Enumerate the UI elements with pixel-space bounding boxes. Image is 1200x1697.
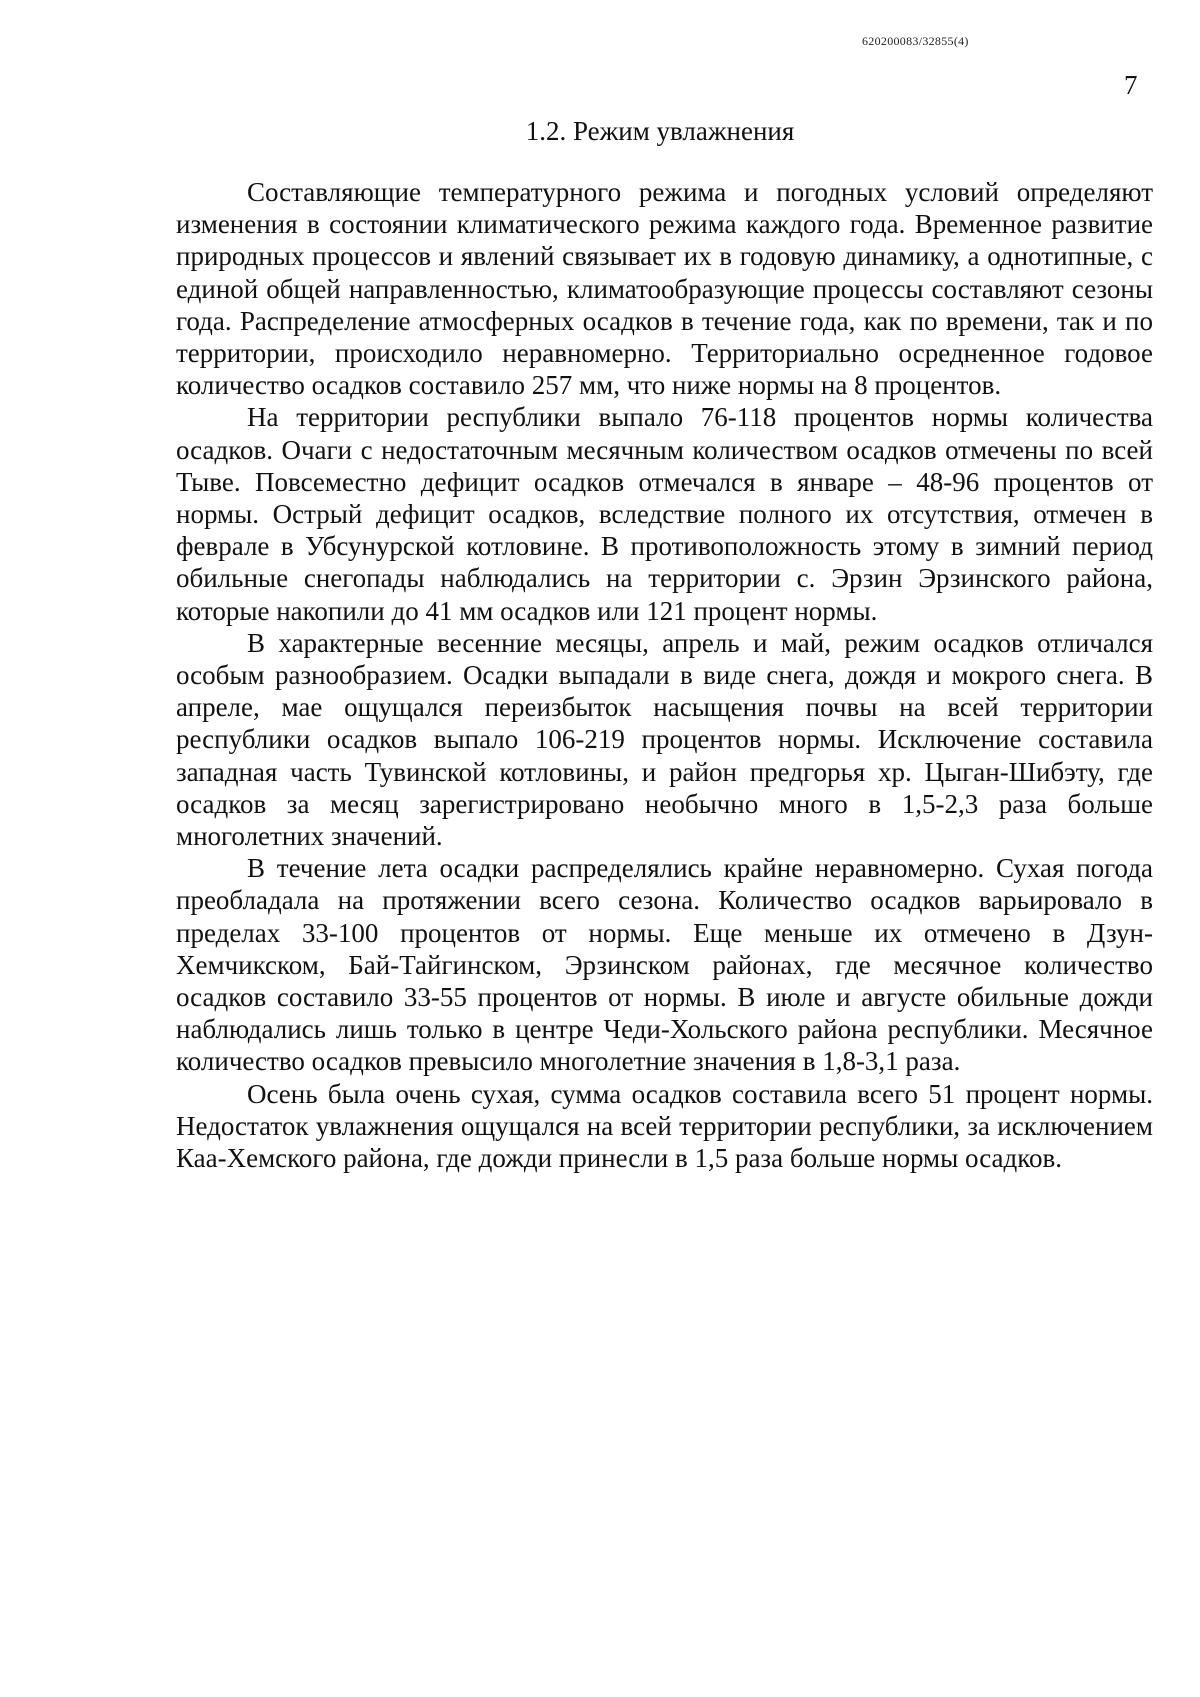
paragraph-winter-precipitation: На территории республики выпало 76-118 процентов нормы количества осадков. Очаги с недостаточным месячным количеством осадков отмечены по всей Тыве. Повсеместно дефицит осадков отмечался в январе – 48-96 процентов от нормы. Острый дефицит осадков, вследствие полного их отсутствия, отмечен в феврале в Убсунурской котловине. В противоположность этому в зимний период обильные снегопады наблюдались на территории с. Эрзин Эрзинского района, которые накопили до 41 мм осадков или 121 процент нормы.	[176, 402, 1153, 626]
paragraph-annual-precipitation: Составляющие температурного режима и погодных условий определяют изменения в состоянии климатического режима каждого года. Временное развитие природных процессов и явлений связывает их в годовую динамику, а однотипные, с единой общей направленностью, климатообразующие процессы составляют сезоны года. Распределение атмосферных осадков в течение года, как по времени, так и по территории, происходило неравномерно. Территориально осредненное годовое количество осадков составило 257 мм, что ниже нормы на 8 процентов.	[176, 177, 1153, 401]
document-code: 620200083/32855(4)	[862, 34, 969, 48]
section-heading: 1.2. Режим увлажнения	[525, 116, 795, 146]
paragraph-summer-precipitation: В течение лета осадки распределялись крайне неравномерно. Сухая погода преобладала на протяжении всего сезона. Количество осадков варьировало в пределах 33-100 процентов от нормы. Еще меньше их отмечено в Дзун-Хемчикском, Бай-Тайгинском, Эрзинском районах, где месячное количество осадков составило 33-55 процентов от нормы. В июле и августе обильные дожди наблюдались лишь только в центре Чеди-Хольского района республики. Месячное количество осадков превысило многолетние значения в 1,8-3,1 раза.	[176, 853, 1153, 1077]
paragraph-autumn-precipitation: Осень была очень сухая, сумма осадков составила всего 51 процент нормы. Недостаток увлажнения ощущался на всей территории республики, за исключением Каа-Хемского района, где дожди принесли в 1,5 раза больше нормы осадков.	[176, 1078, 1153, 1174]
body-text	[176, 176, 1153, 1174]
paragraph-spring-precipitation: В характерные весенние месяцы, апрель и май, режим осадков отличался особым разнообразием. Осадки выпадали в виде снега, дождя и мокрого снега. В апреле, мае ощущался переизбыток насыщения почвы на всей территории республики осадков выпало 106-219 процентов нормы. Исключение составила западная часть Тувинской котловины, и район предгорья хр. Цыган-Шибэту, где осадков за месяц зарегистрировано необычно много в 1,5-2,3 раза больше многолетних значений.	[176, 627, 1153, 852]
page-number: 7	[1124, 70, 1138, 100]
